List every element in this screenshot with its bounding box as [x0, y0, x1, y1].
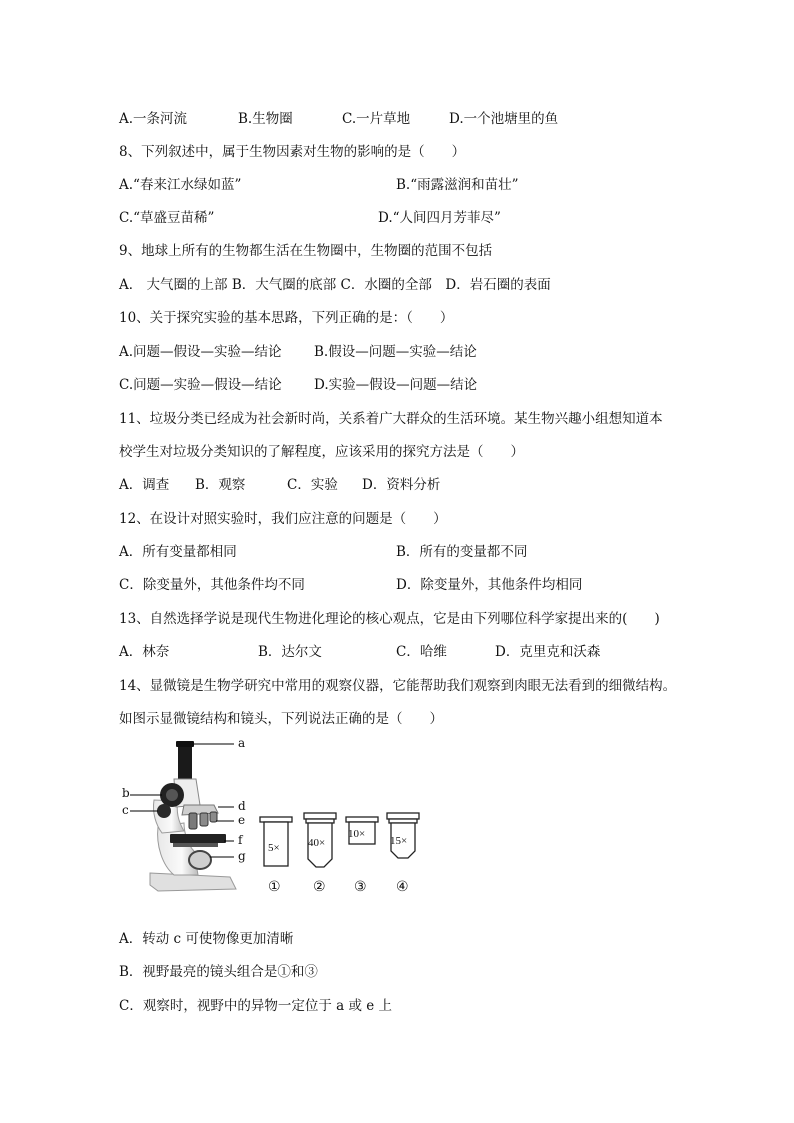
q8-stem: 8、下列叙述中，属于生物因素对生物的影响的是（ ） [119, 144, 466, 160]
q8-option-c: C.“草盛豆苗稀” [119, 210, 215, 226]
label-b: b [122, 786, 130, 800]
q14-option-b: B．视野最亮的镜头组合是①和③ [119, 964, 318, 980]
label-f: f [238, 833, 243, 847]
q14-option-a: A．转动 c 可使物像更加清晰 [119, 931, 294, 947]
microscope-figure [118, 735, 428, 900]
q14-option-c: C．观察时，视野中的异物一定位于 a 或 e 上 [119, 998, 393, 1014]
q7-option-a: A.一条河流 [119, 111, 188, 127]
q11-option-a: A．调查 [119, 477, 170, 493]
q13-option-b: B．达尔文 [258, 644, 322, 660]
q11-option-c: C．实验 [287, 477, 338, 493]
q13-option-a: A．林奈 [119, 644, 170, 660]
q8-option-d: D.“人间四月芳菲尽” [378, 210, 501, 226]
q8-option-a: A.“春来江水绿如蓝” [119, 177, 242, 193]
q8-option-b: B.“雨露滋润和苗壮” [396, 177, 519, 193]
q11-option-b: B．观察 [195, 477, 246, 493]
q12-option-d: D．除变量外，其他条件均相同 [396, 577, 583, 593]
q10-option-c: C.问题—实验—假设—结论 [119, 377, 282, 393]
q11-stem-line2: 校学生对垃圾分类知识的了解程度，应该采用的探究方法是（ ） [119, 444, 524, 460]
q11-option-d: D．资料分析 [362, 477, 441, 493]
q9-stem: 9、地球上所有的生物都生活在生物圈中，生物圈的范围不包括 [119, 243, 493, 259]
q7-option-b: B.生物圈 [238, 111, 293, 127]
lens-2-number: ② [313, 879, 326, 895]
q7-option-d: D.一个池塘里的鱼 [449, 111, 559, 127]
label-g: g [238, 849, 246, 863]
lens-1-mag: 5× [268, 842, 280, 854]
q12-option-a: A．所有变量都相同 [119, 544, 237, 560]
q10-option-d: D.实验—假设—问题—结论 [314, 377, 478, 393]
q10-option-b: B.假设—问题—实验—结论 [314, 344, 477, 360]
q12-option-b: B．所有的变量都不同 [396, 544, 528, 560]
lens-4-mag: 15× [390, 835, 408, 847]
q14-stem-line2: 如图示显微镜结构和镜头，下列说法正确的是（ ） [119, 711, 443, 727]
q13-stem: 13、自然选择学说是现代生物进化理论的核心观点，它是由下列哪位科学家提出来的( ) [119, 611, 660, 627]
lens-3-number: ③ [354, 879, 367, 895]
lens-3-mag: 10× [348, 828, 366, 840]
lens-4-number: ④ [396, 879, 409, 895]
q12-stem: 12、在设计对照实验时，我们应注意的问题是（ ） [119, 511, 447, 527]
q7-option-c: C.一片草地 [342, 111, 411, 127]
q14-stem-line1: 14、显微镜是生物学研究中常用的观察仪器，它能帮助我们观察到肉眼无法看到的细微结构。 [119, 678, 677, 694]
lens-1-number: ① [268, 879, 281, 895]
label-d: d [238, 799, 246, 813]
q10-stem: 10、关于探究实验的基本思路，下列正确的是：（ ） [119, 310, 454, 326]
label-a: a [238, 736, 246, 750]
q13-option-c: C．哈维 [396, 644, 447, 660]
microscope-drawing [118, 735, 258, 900]
label-c: c [122, 803, 129, 817]
lens-2-mag: 40× [308, 837, 326, 849]
q9-options: A． 大气圈的上部 B．大气圈的底部 C．水圈的全部 D．岩石圈的表面 [119, 277, 551, 293]
q10-option-a: A.问题—假设—实验—结论 [119, 344, 282, 360]
label-e: e [238, 813, 246, 827]
q13-option-d: D．克里克和沃森 [495, 644, 601, 660]
q12-option-c: C．除变量外，其他条件均不同 [119, 577, 305, 593]
q11-stem-line1: 11、垃圾分类已经成为社会新时尚，关系着广大群众的生活环境。某生物兴趣小组想知道本 [119, 411, 663, 427]
